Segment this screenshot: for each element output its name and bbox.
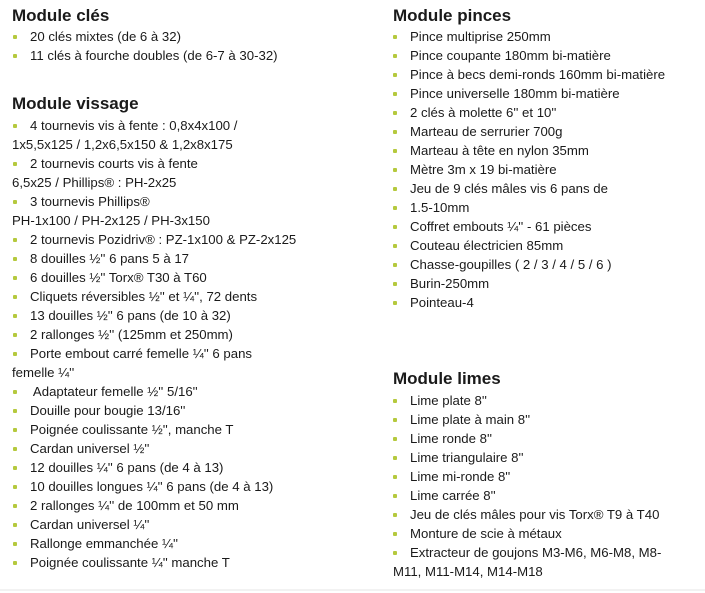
module-limes-list	[393, 391, 661, 581]
list-item: Extracteur de goujons M3-M6, M6-M8, M8-	[393, 543, 661, 562]
list-item: 4 tournevis vis à fente : 0,8x4x100 /	[12, 116, 296, 135]
bullet-icon	[13, 561, 17, 565]
bullet-icon	[13, 390, 17, 394]
list-item: 11 clés à fourche doubles (de 6-7 à 30-32)	[12, 46, 278, 65]
module-limes-title: Module limes	[393, 369, 501, 388]
bullet-icon	[393, 551, 397, 555]
bullet-icon	[13, 314, 17, 318]
list-item: 10 douilles longues ¼'' 6 pans (de 4 à 13)	[12, 477, 296, 496]
list-item: Lime plate 8''	[393, 391, 661, 410]
list-item: Marteau à tête en nylon 35mm	[393, 141, 665, 160]
list-item: Poignée coulissante ½'', manche T	[12, 420, 296, 439]
list-item: Couteau électricien 85mm	[393, 236, 665, 255]
bullet-icon	[393, 475, 397, 479]
list-item: 8 douilles ½'' 6 pans 5 à 17	[12, 249, 296, 268]
bullet-icon	[393, 532, 397, 536]
bullet-icon	[13, 523, 17, 527]
list-item: Lime triangulaire 8''	[393, 448, 661, 467]
bullet-icon	[393, 206, 397, 210]
bullet-icon	[13, 466, 17, 470]
list-item: 1.5-10mm	[393, 198, 665, 217]
list-item: 20 clés mixtes (de 6 à 32)	[12, 27, 278, 46]
bullet-icon	[393, 244, 397, 248]
module-cles-title: Module clés	[12, 6, 110, 25]
bullet-icon	[393, 73, 397, 77]
bullet-icon	[393, 513, 397, 517]
list-item-continuation: PH-1x100 / PH-2x125 / PH-3x150	[12, 213, 210, 228]
bullet-icon	[393, 168, 397, 172]
list-item: 2 tournevis courts vis à fente	[12, 154, 296, 173]
list-item: Monture de scie à métaux	[393, 524, 661, 543]
list-item: 6 douilles ½'' Torx® T30 à T60	[12, 268, 296, 287]
list-item: Chasse-goupilles ( 2 / 3 / 4 / 5 / 6 )	[393, 255, 665, 274]
bullet-icon	[13, 542, 17, 546]
bullet-icon	[13, 447, 17, 451]
list-item: Jeu de clés mâles pour vis Torx® T9 à T40	[393, 505, 661, 524]
bullet-icon	[393, 111, 397, 115]
list-item: Lime mi-ronde 8''	[393, 467, 661, 486]
list-item: 3 tournevis Phillips®	[12, 192, 296, 211]
bullet-icon	[13, 333, 17, 337]
list-item: Coffret embouts ¼'' - 61 pièces	[393, 217, 665, 236]
bullet-icon	[393, 187, 397, 191]
list-item-continuation: 1x5,5x125 / 1,2x6,5x150 & 1,2x8x175	[12, 137, 233, 152]
bullet-icon	[13, 485, 17, 489]
bullet-icon	[393, 437, 397, 441]
bullet-icon	[13, 257, 17, 261]
bullet-icon	[13, 238, 17, 242]
bullet-icon	[393, 225, 397, 229]
list-item: Porte embout carré femelle ¼'' 6 pans	[12, 344, 296, 363]
bullet-icon	[13, 504, 17, 508]
bullet-icon	[13, 162, 17, 166]
bullet-icon	[393, 456, 397, 460]
bullet-icon	[13, 35, 17, 39]
list-item: 13 douilles ½'' 6 pans (de 10 à 32)	[12, 306, 296, 325]
bullet-icon	[13, 409, 17, 413]
bullet-icon	[13, 295, 17, 299]
bullet-icon	[13, 428, 17, 432]
list-item: 2 rallonges ¼'' de 100mm et 50 mm	[12, 496, 296, 515]
module-cles-list	[12, 27, 278, 65]
bullet-icon	[393, 54, 397, 58]
list-item: Marteau de serrurier 700g	[393, 122, 665, 141]
module-pinces-title: Module pinces	[393, 6, 512, 25]
bottom-divider	[0, 589, 705, 591]
bullet-icon	[13, 276, 17, 280]
list-item: Lime plate à main 8''	[393, 410, 661, 429]
list-item: Pince coupante 180mm bi-matière	[393, 46, 665, 65]
list-item: Pince multiprise 250mm	[393, 27, 665, 46]
list-item: Lime carrée 8''	[393, 486, 661, 505]
module-pinces-list	[393, 27, 665, 312]
list-item: 2 tournevis Pozidriv® : PZ-1x100 & PZ-2x125	[12, 230, 296, 249]
bullet-icon	[393, 399, 397, 403]
bullet-icon	[13, 200, 17, 204]
bullet-icon	[393, 130, 397, 134]
list-item: Pointeau-4	[393, 293, 665, 312]
list-item-continuation: M11, M11-M14, M14-M18	[393, 564, 543, 579]
list-item: Lime ronde 8''	[393, 429, 661, 448]
list-item: Cliquets réversibles ½'' et ¼'', 72 dents	[12, 287, 296, 306]
list-item: Burin-250mm	[393, 274, 665, 293]
list-item: Douille pour bougie 13/16''	[12, 401, 296, 420]
list-item: Cardan universel ¼''	[12, 515, 296, 534]
bullet-icon	[393, 282, 397, 286]
bullet-icon	[393, 301, 397, 305]
list-item: 12 douilles ¼'' 6 pans (de 4 à 13)	[12, 458, 296, 477]
module-vissage-list	[12, 116, 296, 572]
list-item: Mètre 3m x 19 bi-matière	[393, 160, 665, 179]
list-item: Rallonge emmanchée ¼''	[12, 534, 296, 553]
list-item: Pince à becs demi-ronds 160mm bi-matière	[393, 65, 665, 84]
list-item: Cardan universel ½''	[12, 439, 296, 458]
list-item: 2 rallonges ½'' (125mm et 250mm)	[12, 325, 296, 344]
bullet-icon	[13, 54, 17, 58]
bullet-icon	[13, 352, 17, 356]
list-item: Pince universelle 180mm bi-matière	[393, 84, 665, 103]
bullet-icon	[13, 124, 17, 128]
bullet-icon	[393, 263, 397, 267]
bullet-icon	[393, 35, 397, 39]
bullet-icon	[393, 149, 397, 153]
list-item: 2 clés à molette 6'' et 10''	[393, 103, 665, 122]
bullet-icon	[393, 418, 397, 422]
bullet-icon	[393, 92, 397, 96]
list-item-continuation: 6,5x25 / Phillips® : PH-2x25	[12, 175, 177, 190]
list-item: Poignée coulissante ¼'' manche T	[12, 553, 296, 572]
module-vissage-title: Module vissage	[12, 94, 139, 113]
bullet-icon	[393, 494, 397, 498]
list-item-continuation: femelle ¼''	[12, 365, 75, 380]
list-item: Jeu de 9 clés mâles vis 6 pans de	[393, 179, 665, 198]
list-item: Adaptateur femelle ½'' 5/16''	[12, 382, 296, 401]
